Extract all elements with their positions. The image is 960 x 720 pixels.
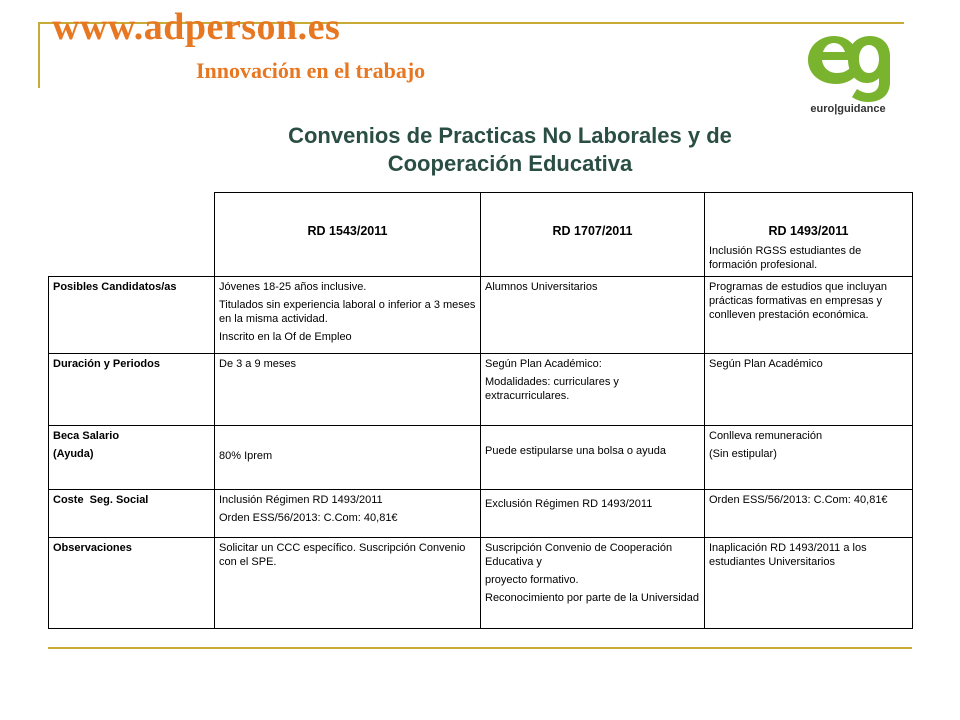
table-cell [215, 538, 481, 629]
site-url[interactable]: www.adperson.es [52, 6, 341, 48]
table-row [49, 354, 913, 426]
footer-rule [48, 647, 912, 649]
row-label-line: (Ayuda) [53, 448, 94, 460]
table-cell [481, 490, 705, 538]
cell-text: Titulados sin experiencia laboral o inferior a 3 meses en la misma actividad. [219, 299, 476, 325]
table-cell [215, 426, 481, 490]
table-row [49, 490, 913, 538]
table-row [49, 277, 913, 354]
cell-text: Modalidades: curriculares y extracurriculares. [485, 376, 619, 402]
convenios-table [48, 192, 913, 629]
cell-text: Inscrito en la Of de Empleo [219, 331, 352, 343]
row-label-line: Beca Salario [53, 430, 120, 442]
table-cell [705, 277, 913, 354]
cell-text: Orden ESS/56/2013: C.Com: 40,81€ [219, 512, 398, 524]
table-cell [705, 538, 913, 629]
cell-text: (Sin estipular) [709, 448, 777, 460]
cell-text: Solicitar un CCC específico. Suscripción Convenio con el SPE. [219, 542, 466, 568]
cell-text: Exclusión Régimen RD 1493/2011 [485, 498, 653, 510]
cell-text: Según Plan Académico [709, 358, 823, 370]
row-label: Coste Seg. Social [49, 490, 215, 538]
cell-text: 80% Iprem [219, 450, 273, 462]
table-cell [705, 490, 913, 538]
table-row [49, 426, 913, 490]
row-label: Posibles Candidatos/as [49, 277, 215, 354]
cell-text: Orden ESS/56/2013: C.Com: 40,81€ [709, 494, 888, 506]
table-cell [481, 277, 705, 354]
cell-text: Según Plan Académico: [485, 358, 602, 370]
cell-text: Programas de estudios que incluyan prácticas formativas en empresas y conlleven prestación económica. [709, 281, 887, 321]
site-tagline: Innovación en el trabajo [196, 58, 426, 83]
cell-text: proyecto formativo. [485, 574, 579, 586]
table-cell [215, 490, 481, 538]
page-title: Convenios de Practicas No Laborales y de Cooperación Educativa [288, 123, 732, 176]
table-corner-cell [49, 193, 215, 277]
column-header-label: RD 1493/2011 [768, 224, 849, 238]
table-cell [215, 354, 481, 426]
cell-text: Jóvenes 18-25 años inclusive. [219, 281, 367, 293]
cell-text: Inaplicación RD 1493/2011 a los estudiantes Universitarios [709, 542, 867, 568]
table-cell [215, 277, 481, 354]
cell-text: Inclusión Régimen RD 1493/2011 [219, 494, 383, 506]
cell-text: Conlleva remuneración [709, 430, 823, 442]
column-header-rd1493 [705, 193, 913, 277]
table-cell [705, 354, 913, 426]
header-rule-left [38, 22, 40, 88]
table-cell [481, 426, 705, 490]
table-cell [705, 426, 913, 490]
cell-text: Reconocimiento por parte de la Universidad [485, 592, 700, 604]
row-label: Observaciones [49, 538, 215, 629]
column-header-rd1707: RD 1707/2011 [481, 193, 705, 277]
column-header-note: Inclusión RGSS estudiantes de formación profesional. [709, 245, 862, 271]
cell-text: Puede estipularse una bolsa o ayuda [485, 445, 667, 457]
row-label: Duración y Periodos [49, 354, 215, 426]
column-header-rd1543: RD 1543/2011 [215, 193, 481, 277]
table-header-row [49, 193, 913, 277]
table-cell [481, 354, 705, 426]
row-label [49, 426, 215, 490]
table-cell [481, 538, 705, 629]
logo-caption: euro|guidance [810, 103, 886, 115]
table-row [49, 538, 913, 629]
cell-text: Suscripción Convenio de Cooperación Educativa y [485, 542, 673, 568]
cell-text: Alumnos Universitarios [485, 281, 598, 293]
cell-text: De 3 a 9 meses [219, 358, 297, 370]
